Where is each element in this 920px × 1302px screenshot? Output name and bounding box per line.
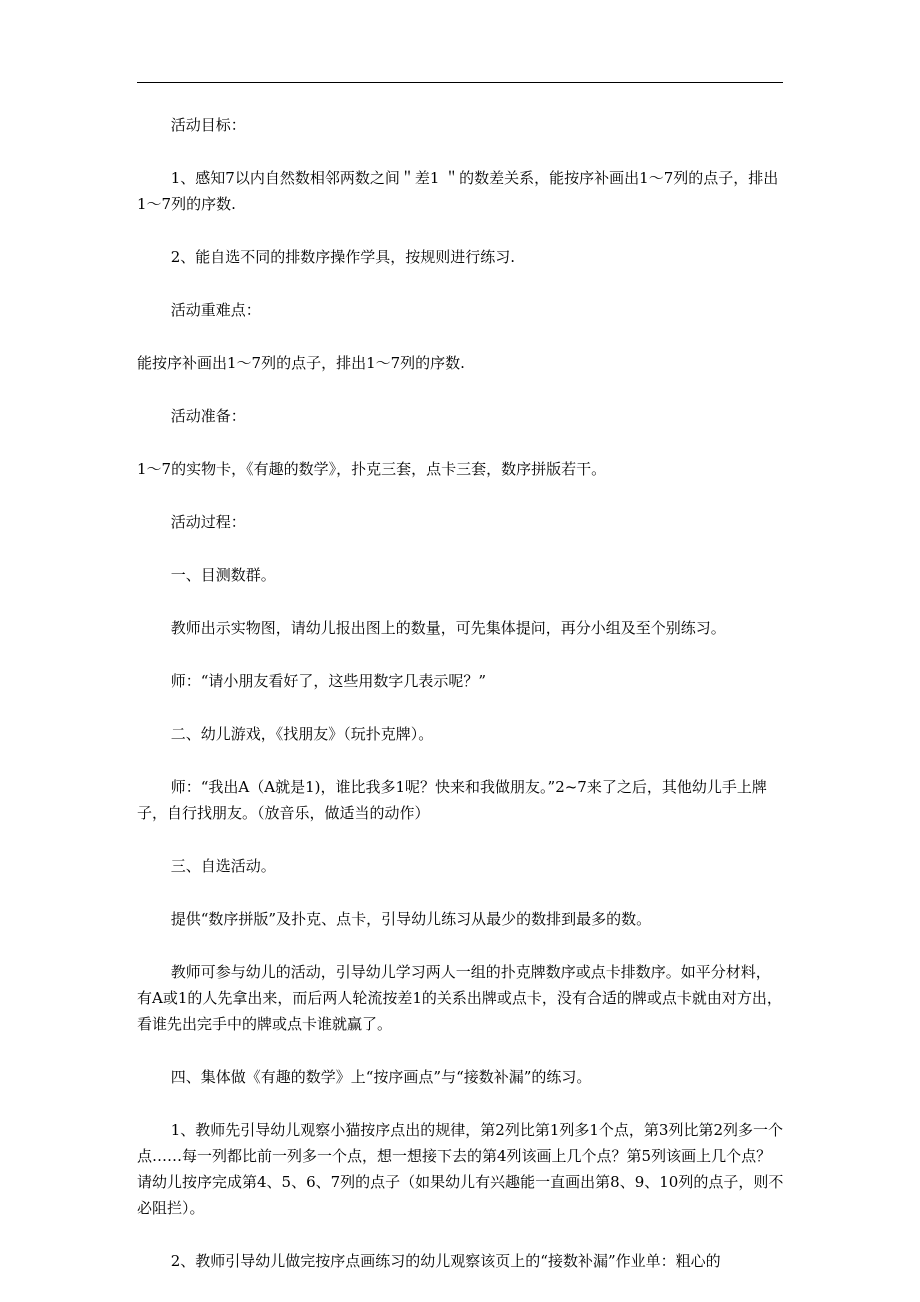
heading-process: 活动过程： <box>170 513 246 531</box>
heading-key-points: 活动重难点： <box>170 301 261 319</box>
preparation-text: 1～7的实物卡，《有趣的数学》，扑克三套，点卡三套，数序拼版若干。 <box>137 460 607 478</box>
header-rule <box>137 82 783 83</box>
step-3-heading: 三、自选活动。 <box>170 857 276 875</box>
heading-preparation: 活动准备： <box>170 407 246 425</box>
step-3-text-2: 教师可参与幼儿的活动，引导幼儿学习两人一组的扑克牌数序或点卡排数序。如平分材料，有A或1的人先拿出来，而后两人轮流按差1的关系出牌或点卡，没有合适的牌或点卡就由对方出，看谁先出完手中的牌或点卡谁就赢了。 <box>137 963 782 1033</box>
objective-1: 1、感知7以内自然数相邻两数之间＂差1 ＂的数差关系，能按序补画出1～7列的点子，排出1～7列的序数. <box>137 169 779 213</box>
heading-objectives: 活动目标： <box>170 116 246 134</box>
step-4-item-1: 1、教师先引导幼儿观察小猫按序点出的规律，第2列比第1列多1个点，第3列比第2列多一个点……每一列都比前一列多一个点，想一想接下去的第4列该画上几个点？第5列该画上几个点？请幼儿按序完成第4、5、6、7列的点子（如果幼儿有兴趣能一直画出第8、9、10列的点子，则不必阻拦）。 <box>137 1121 784 1217</box>
step-4-item-2: 2、教师引导幼儿做完按序点画练习的幼儿观察该页上的“接数补漏”作业单：粗心的 <box>170 1252 721 1270</box>
step-2-heading: 二、幼儿游戏，《找朋友》（玩扑克牌）。 <box>170 725 434 743</box>
step-4-heading: 四、集体做《有趣的数学》上“按序画点”与“接数补漏”的练习。 <box>170 1068 592 1086</box>
step-1-quote: 师：“请小朋友看好了，这些用数字几表示呢？” <box>170 672 487 690</box>
step-1-text: 教师出示实物图，请幼儿报出图上的数量，可先集体提问，再分小组及至个别练习。 <box>170 619 726 637</box>
objective-2: 2、能自选不同的排数序操作学具，按规则进行练习. <box>170 248 516 266</box>
step-3-text-1: 提供“数序拼版”及扑克、点卡，引导幼儿练习从最少的数排到最多的数。 <box>170 910 652 928</box>
key-points-text: 能按序补画出1～7列的点子，排出1～7列的序数. <box>137 354 465 372</box>
document-body <box>137 112 785 1301</box>
step-2-text: 师：“我出A（A就是1)，谁比我多1呢？快来和我做朋友。”2~7来了之后，其他幼儿手上牌子，自行找朋友。（放音乐，做适当的动作） <box>137 778 767 822</box>
step-1-heading: 一、目测数群。 <box>170 566 276 584</box>
